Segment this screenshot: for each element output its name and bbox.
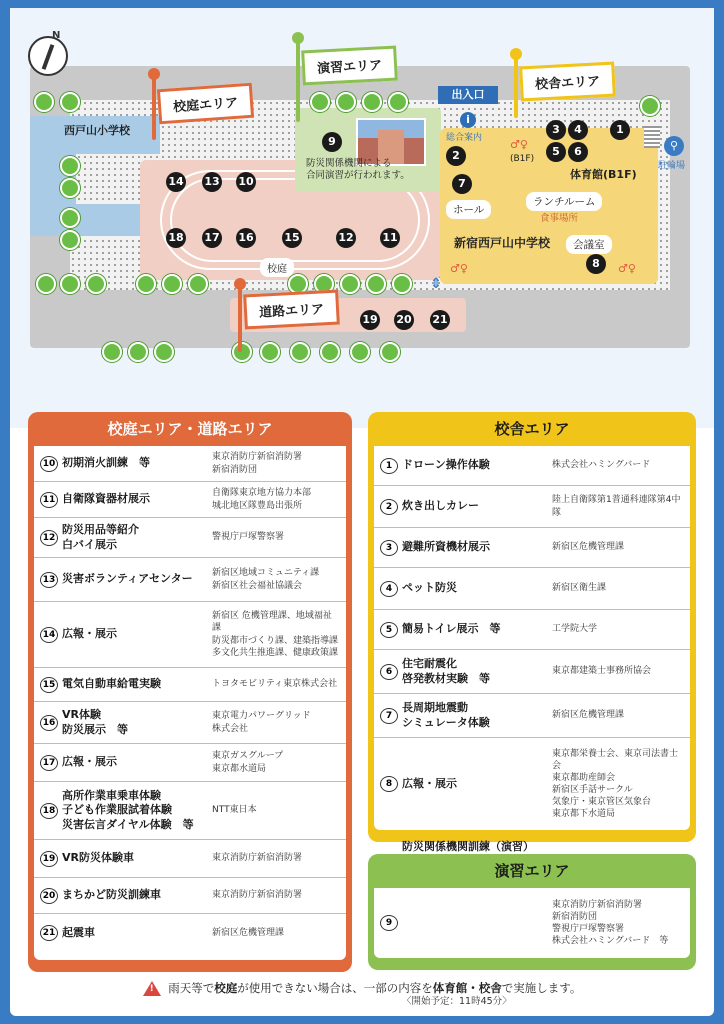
list-item (34, 914, 346, 952)
item-title: ドローン操作体験 (402, 458, 490, 472)
note-bold-1: 校庭 (214, 981, 238, 995)
crossing-arrow-icon: ⇕ (430, 276, 442, 292)
marker-6: 6 (568, 142, 588, 162)
tree-icon (380, 342, 400, 362)
item-number: 13 (40, 572, 58, 588)
tree-icon (188, 274, 208, 294)
item-title: 炊き出しカレー (402, 499, 479, 513)
item-title: 広報・展示 (402, 776, 457, 790)
item-title: 住宅耐震化 啓発教材実験 等 (402, 657, 490, 685)
item-title: 高所作業車乗車体験 子ども作業服試着体験 災害伝言ダイヤル体験 等 (62, 789, 194, 831)
marker-14: 14 (166, 172, 186, 192)
courtyard-label: 校庭 (260, 258, 294, 277)
item-title: 災害ボランティアセンター (62, 572, 193, 586)
tree-icon (60, 156, 80, 176)
list-item (34, 482, 346, 518)
list-item (374, 694, 690, 738)
list-item (34, 668, 346, 702)
list-item (34, 840, 346, 878)
flag-drill: 演習エリア (301, 46, 398, 86)
panel-title: 校舎エリア (494, 420, 570, 438)
tree-icon (260, 342, 280, 362)
marker-10: 10 (236, 172, 256, 192)
meeting-room-label: 会議室 (566, 235, 612, 254)
item-number: 20 (40, 888, 58, 904)
item-subtitle: 〈開始予定：11時45分〉 (402, 995, 512, 1007)
item-number: 1 (380, 458, 398, 474)
item-title: 自衛隊資器材展示 (62, 492, 150, 506)
item-title: 電気自動車給電実験 (62, 677, 161, 691)
list-item (34, 878, 346, 914)
marker-3: 3 (546, 120, 566, 140)
panel-courtyard-road (28, 412, 352, 972)
panel-title: 演習エリア (494, 862, 570, 880)
flag-building: 校舎エリア (519, 62, 616, 102)
tree-icon (86, 274, 106, 294)
tree-icon (60, 208, 80, 228)
eating-label: 食事場所 (540, 213, 579, 224)
info-label: 総合案内 (446, 133, 483, 143)
panel-building (368, 412, 696, 842)
marker-20: 20 (394, 310, 414, 330)
marker-11: 11 (380, 228, 400, 248)
item-title: 避難所資機材展示 (402, 540, 490, 554)
venue-map (10, 8, 714, 408)
tree-icon (350, 342, 370, 362)
marker-5: 5 (546, 142, 566, 162)
item-number: 12 (40, 530, 58, 546)
item-org: 東京電力パワーグリッド 株式会社 (212, 711, 311, 734)
item-number: 21 (40, 925, 58, 941)
tree-icon (340, 274, 360, 294)
tree-icon (36, 274, 56, 294)
tree-icon (34, 92, 54, 112)
school-name-label: 新宿西戸山中学校 (454, 236, 551, 250)
list-item (34, 446, 346, 482)
list-item (374, 486, 690, 528)
note-prefix: 雨天等で (168, 981, 215, 995)
flag-courtyard: 校庭エリア (157, 83, 254, 125)
tree-icon (60, 178, 80, 198)
tree-icon (362, 92, 382, 112)
item-number: 19 (40, 851, 58, 867)
item-number: 9 (380, 915, 398, 931)
panel-body (374, 446, 690, 830)
item-title: ペット防災 (402, 581, 457, 595)
marker-4: 4 (568, 120, 588, 140)
list-item (34, 744, 346, 782)
compass-needle (42, 44, 55, 70)
bike-icon: ⚲ (664, 136, 684, 156)
item-title: 長周期地震動 シミュレータ体験 (402, 701, 490, 729)
item-org: 東京消防庁新宿消防署 (212, 890, 303, 901)
list-item (374, 738, 690, 830)
marker-17: 17 (202, 228, 222, 248)
note-bold-2: 体育館・校舎 (432, 981, 502, 995)
marker-16: 16 (236, 228, 256, 248)
tree-icon (392, 274, 412, 294)
note-suffix: で実施します。 (501, 981, 582, 995)
item-number: 10 (40, 456, 58, 472)
flag-pole (296, 42, 300, 122)
item-number: 16 (40, 715, 58, 731)
tree-icon (154, 342, 174, 362)
item-title: 簡易トイレ展示 等 (402, 622, 501, 636)
item-title: VR体験 防災展示 等 (62, 708, 128, 736)
item-number: 7 (380, 708, 398, 724)
item-org: トヨタモビリティ東京株式会社 (212, 679, 338, 690)
b1f-label: (B1F) (510, 154, 535, 164)
item-title: 広報・展示 (62, 755, 117, 769)
warning-icon: ! (143, 981, 161, 996)
tree-icon (388, 92, 408, 112)
item-number: 14 (40, 627, 58, 643)
note-mid: が使用できない場合は、一部の内容を (237, 981, 433, 995)
tree-icon (60, 92, 80, 112)
item-title: VR防災体験車 (62, 851, 134, 865)
item-number: 8 (380, 776, 398, 792)
list-item (374, 528, 690, 568)
tree-icon (310, 92, 330, 112)
tree-icon (60, 274, 80, 294)
tree-icon (60, 230, 80, 250)
item-number: 18 (40, 803, 58, 819)
item-title: 防災用品等紹介 白バイ展示 (62, 523, 139, 551)
marker-15: 15 (282, 228, 302, 248)
drill-note: 防災関係機関による 合同演習が行われます。 (306, 158, 410, 182)
item-title: 起震車 (62, 925, 95, 939)
item-number: 6 (380, 664, 398, 680)
item-org: 東京消防庁新宿消防署 新宿消防団 (212, 452, 303, 475)
stairs-icon (644, 126, 660, 148)
tree-icon (102, 342, 122, 362)
marker-21: 21 (430, 310, 450, 330)
tree-icon (640, 96, 660, 116)
item-number: 15 (40, 677, 58, 693)
list-item (374, 568, 690, 610)
item-number: 5 (380, 622, 398, 638)
item-org: NTT東日本 (212, 805, 257, 816)
item-org: 工学院大学 (552, 624, 598, 635)
item-org: 新宿区地域コミュニティ課 新宿区社会福祉協議会 (212, 568, 320, 591)
item-org: 新宿区危機管理課 (552, 542, 625, 553)
marker-1: 1 (610, 120, 630, 140)
marker-13: 13 (202, 172, 222, 192)
item-org: 東京消防庁新宿消防署 (212, 853, 303, 864)
item-title: 防災関係機関訓練（演習） (402, 839, 534, 853)
item-number: 2 (380, 499, 398, 515)
tree-icon (290, 342, 310, 362)
item-org: 株式会社ハミングバード (552, 460, 651, 471)
lunchroom-label: ランチルーム (526, 192, 602, 211)
item-number: 3 (380, 540, 398, 556)
item-org: 東京ガスグループ 東京都水道局 (212, 751, 284, 774)
flag-road: 道路エリア (243, 290, 340, 330)
tree-icon (232, 342, 252, 362)
item-org: 新宿区衛生課 (552, 583, 607, 594)
flag-pole (152, 78, 156, 140)
item-org: 東京消防庁新宿消防署 新宿消防団 警視庁戸塚警察署 株式会社ハミングバード 等 (552, 899, 669, 947)
item-title: 初期消火訓練 等 (62, 456, 150, 470)
flag-pole (514, 58, 518, 118)
hall-label: ホール (446, 200, 491, 219)
west-school-label: 西戸山小学校 (64, 124, 130, 137)
item-title: 広報・展示 (62, 627, 117, 641)
item-org: 陸上自衛隊第1普通科連隊第4中隊 (552, 495, 681, 518)
item-org: 東京都栄養士会、東京司法書士会 東京都助産師会 新宿区手話サークル 気象庁・東京管区気象台 東京都下水道局 (552, 748, 679, 820)
marker-19: 19 (360, 310, 380, 330)
marker-2: 2 (446, 146, 466, 166)
tree-icon (320, 342, 340, 362)
marker-18: 18 (166, 228, 186, 248)
list-item (374, 610, 690, 650)
item-org: 東京都建築士事務所協会 (552, 666, 652, 677)
tree-icon (128, 342, 148, 362)
restroom-icon-2: ♂♀ (450, 262, 468, 275)
compass-icon (28, 30, 68, 76)
marker-8: 8 (586, 254, 606, 274)
item-number: 11 (40, 492, 58, 508)
entrance-label: 出入口 (438, 86, 498, 104)
item-org: 警視庁戸塚警察署 (212, 532, 285, 543)
list-item (34, 702, 346, 744)
list-item (34, 602, 346, 668)
gym-label: 体育館(B1F) (570, 168, 637, 181)
marker-9: 9 (322, 132, 342, 152)
item-org: 新宿区危機管理課 (212, 927, 285, 938)
restroom-icon-3: ♂♀ (618, 262, 636, 275)
info-icon: i (460, 112, 476, 128)
rain-note (10, 980, 714, 996)
list-item (34, 558, 346, 602)
flyer-sheet (10, 8, 714, 1016)
item-title: まちかど防災訓練車 (62, 888, 161, 902)
item-number: 4 (380, 581, 398, 597)
flag-pole (238, 288, 242, 352)
list-item (34, 518, 346, 558)
compass-n: N (52, 30, 61, 41)
list-item (374, 446, 690, 486)
panel-title: 校庭エリア・道路エリア (107, 420, 273, 438)
tree-icon (336, 92, 356, 112)
marker-12: 12 (336, 228, 356, 248)
list-item (34, 782, 346, 840)
tree-icon (162, 274, 182, 294)
bike-parking-label: 駐輪場 (658, 161, 686, 171)
item-org: 新宿区 危機管理課、地域福祉課 防災都市づくり課、建築指導課 多文化共生推進課、健康政策課 (212, 611, 339, 658)
item-org: 新宿区危機管理課 (552, 710, 625, 721)
tree-icon (136, 274, 156, 294)
panel-body (34, 446, 346, 960)
tree-icon (366, 274, 386, 294)
list-item (374, 650, 690, 694)
item-org: 自衛隊東京地方協力本部 城北地区隊豊島出張所 (212, 488, 312, 511)
item-number: 17 (40, 755, 58, 771)
marker-7: 7 (452, 174, 472, 194)
restroom-icon: ♂♀ (510, 138, 528, 151)
